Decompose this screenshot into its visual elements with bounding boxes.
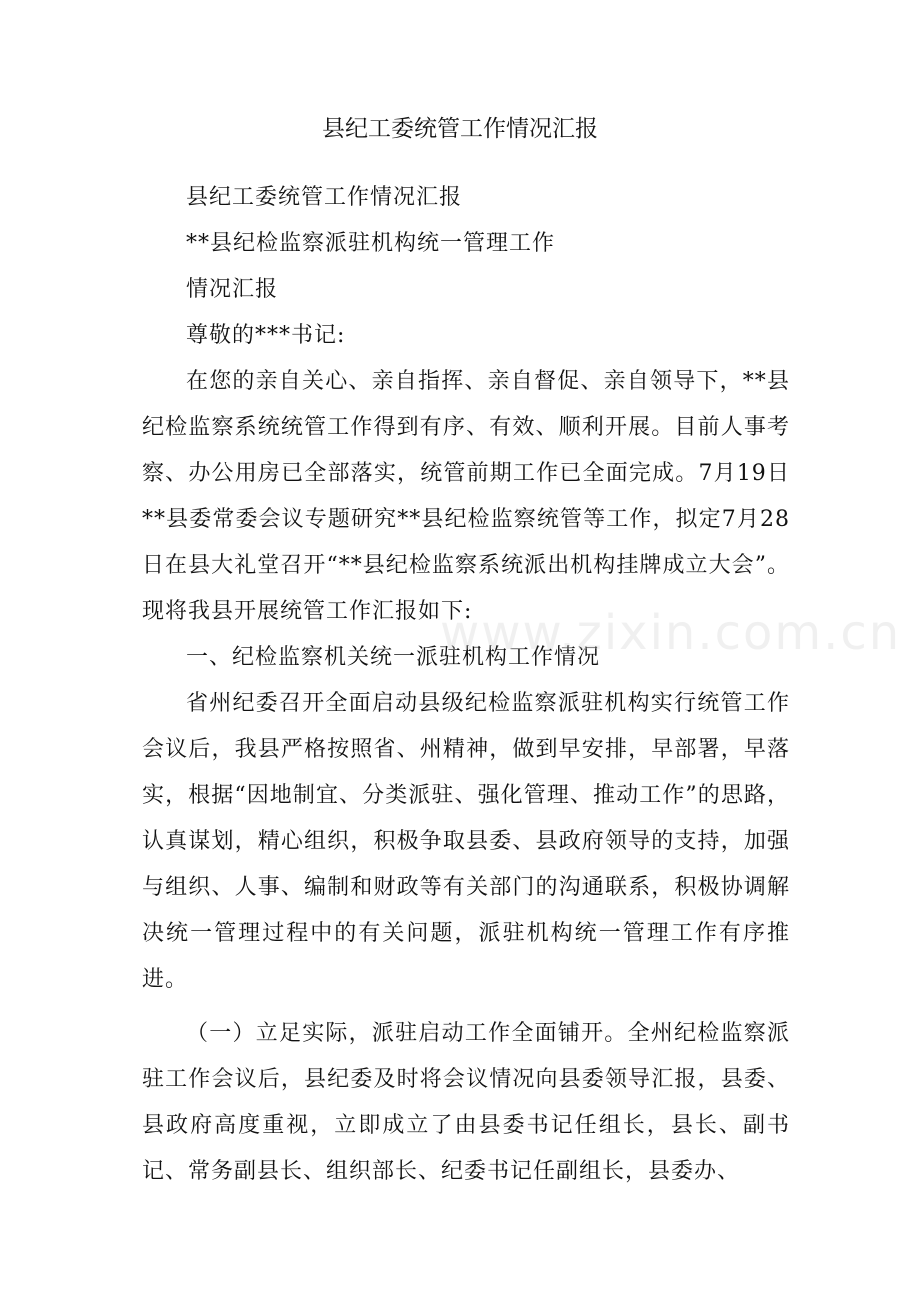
paragraph-salutation: 尊敬的***书记: bbox=[186, 323, 346, 348]
document-body bbox=[142, 175, 790, 1195]
paragraph-heading-repeat: 县纪工委统管工作情况汇报 bbox=[186, 185, 463, 210]
paragraph-subtitle: **县纪检监察派驻机构统一管理工作 bbox=[186, 231, 556, 256]
paragraph-section-heading: 一、纪检监察机关统一派驻机构工作情况 bbox=[186, 645, 601, 670]
paragraph-subsection: （一）立足实际，派驻启动工作全面铺开。全州纪检监察派驻工作会议后，县纪委及时将会议情况向县委领导汇报，县委、县政府高度重视，立即成立了由县委书记任组长，县长、副书记、常务副县长、组织部长、纪委书记任副组长，县委办、 bbox=[142, 1021, 790, 1184]
paragraph-intro: 在您的亲自关心、亲自指挥、亲自督促、亲自领导下，**县纪检监察系统统管工作得到有序、有效、顺利开展。目前人事考察、办公用房已全部落实，统管前期工作已全面完成。7月19日**县委常委会议专题研究**县纪检监察统管等工作，拟定7月28日在县大礼堂召开“**县纪检监察系统派出机构挂牌成立大会”。现将我县开展统管工作汇报如下: bbox=[142, 369, 790, 624]
paragraph-subtitle-cont: 情况汇报 bbox=[186, 277, 279, 302]
document-title: 县纪工委统管工作情况汇报 bbox=[322, 116, 598, 142]
watermark: www.zixin.com.cn bbox=[440, 605, 902, 661]
paragraph-section-body: 省州纪委召开全面启动县级纪检监察派驻机构实行统管工作会议后，我县严格按照省、州精神，做到早安排，早部署，早落实，根据“因地制宜、分类派驻、强化管理、推动工作”的思路，认真谋划，精心组织，积极争取县委、县政府领导的支持，加强与组织、人事、编制和财政等有关部门的沟通联系，积极协调解决统一管理过程中的有关问题，派驻机构统一管理工作有序推进。 bbox=[142, 691, 790, 992]
